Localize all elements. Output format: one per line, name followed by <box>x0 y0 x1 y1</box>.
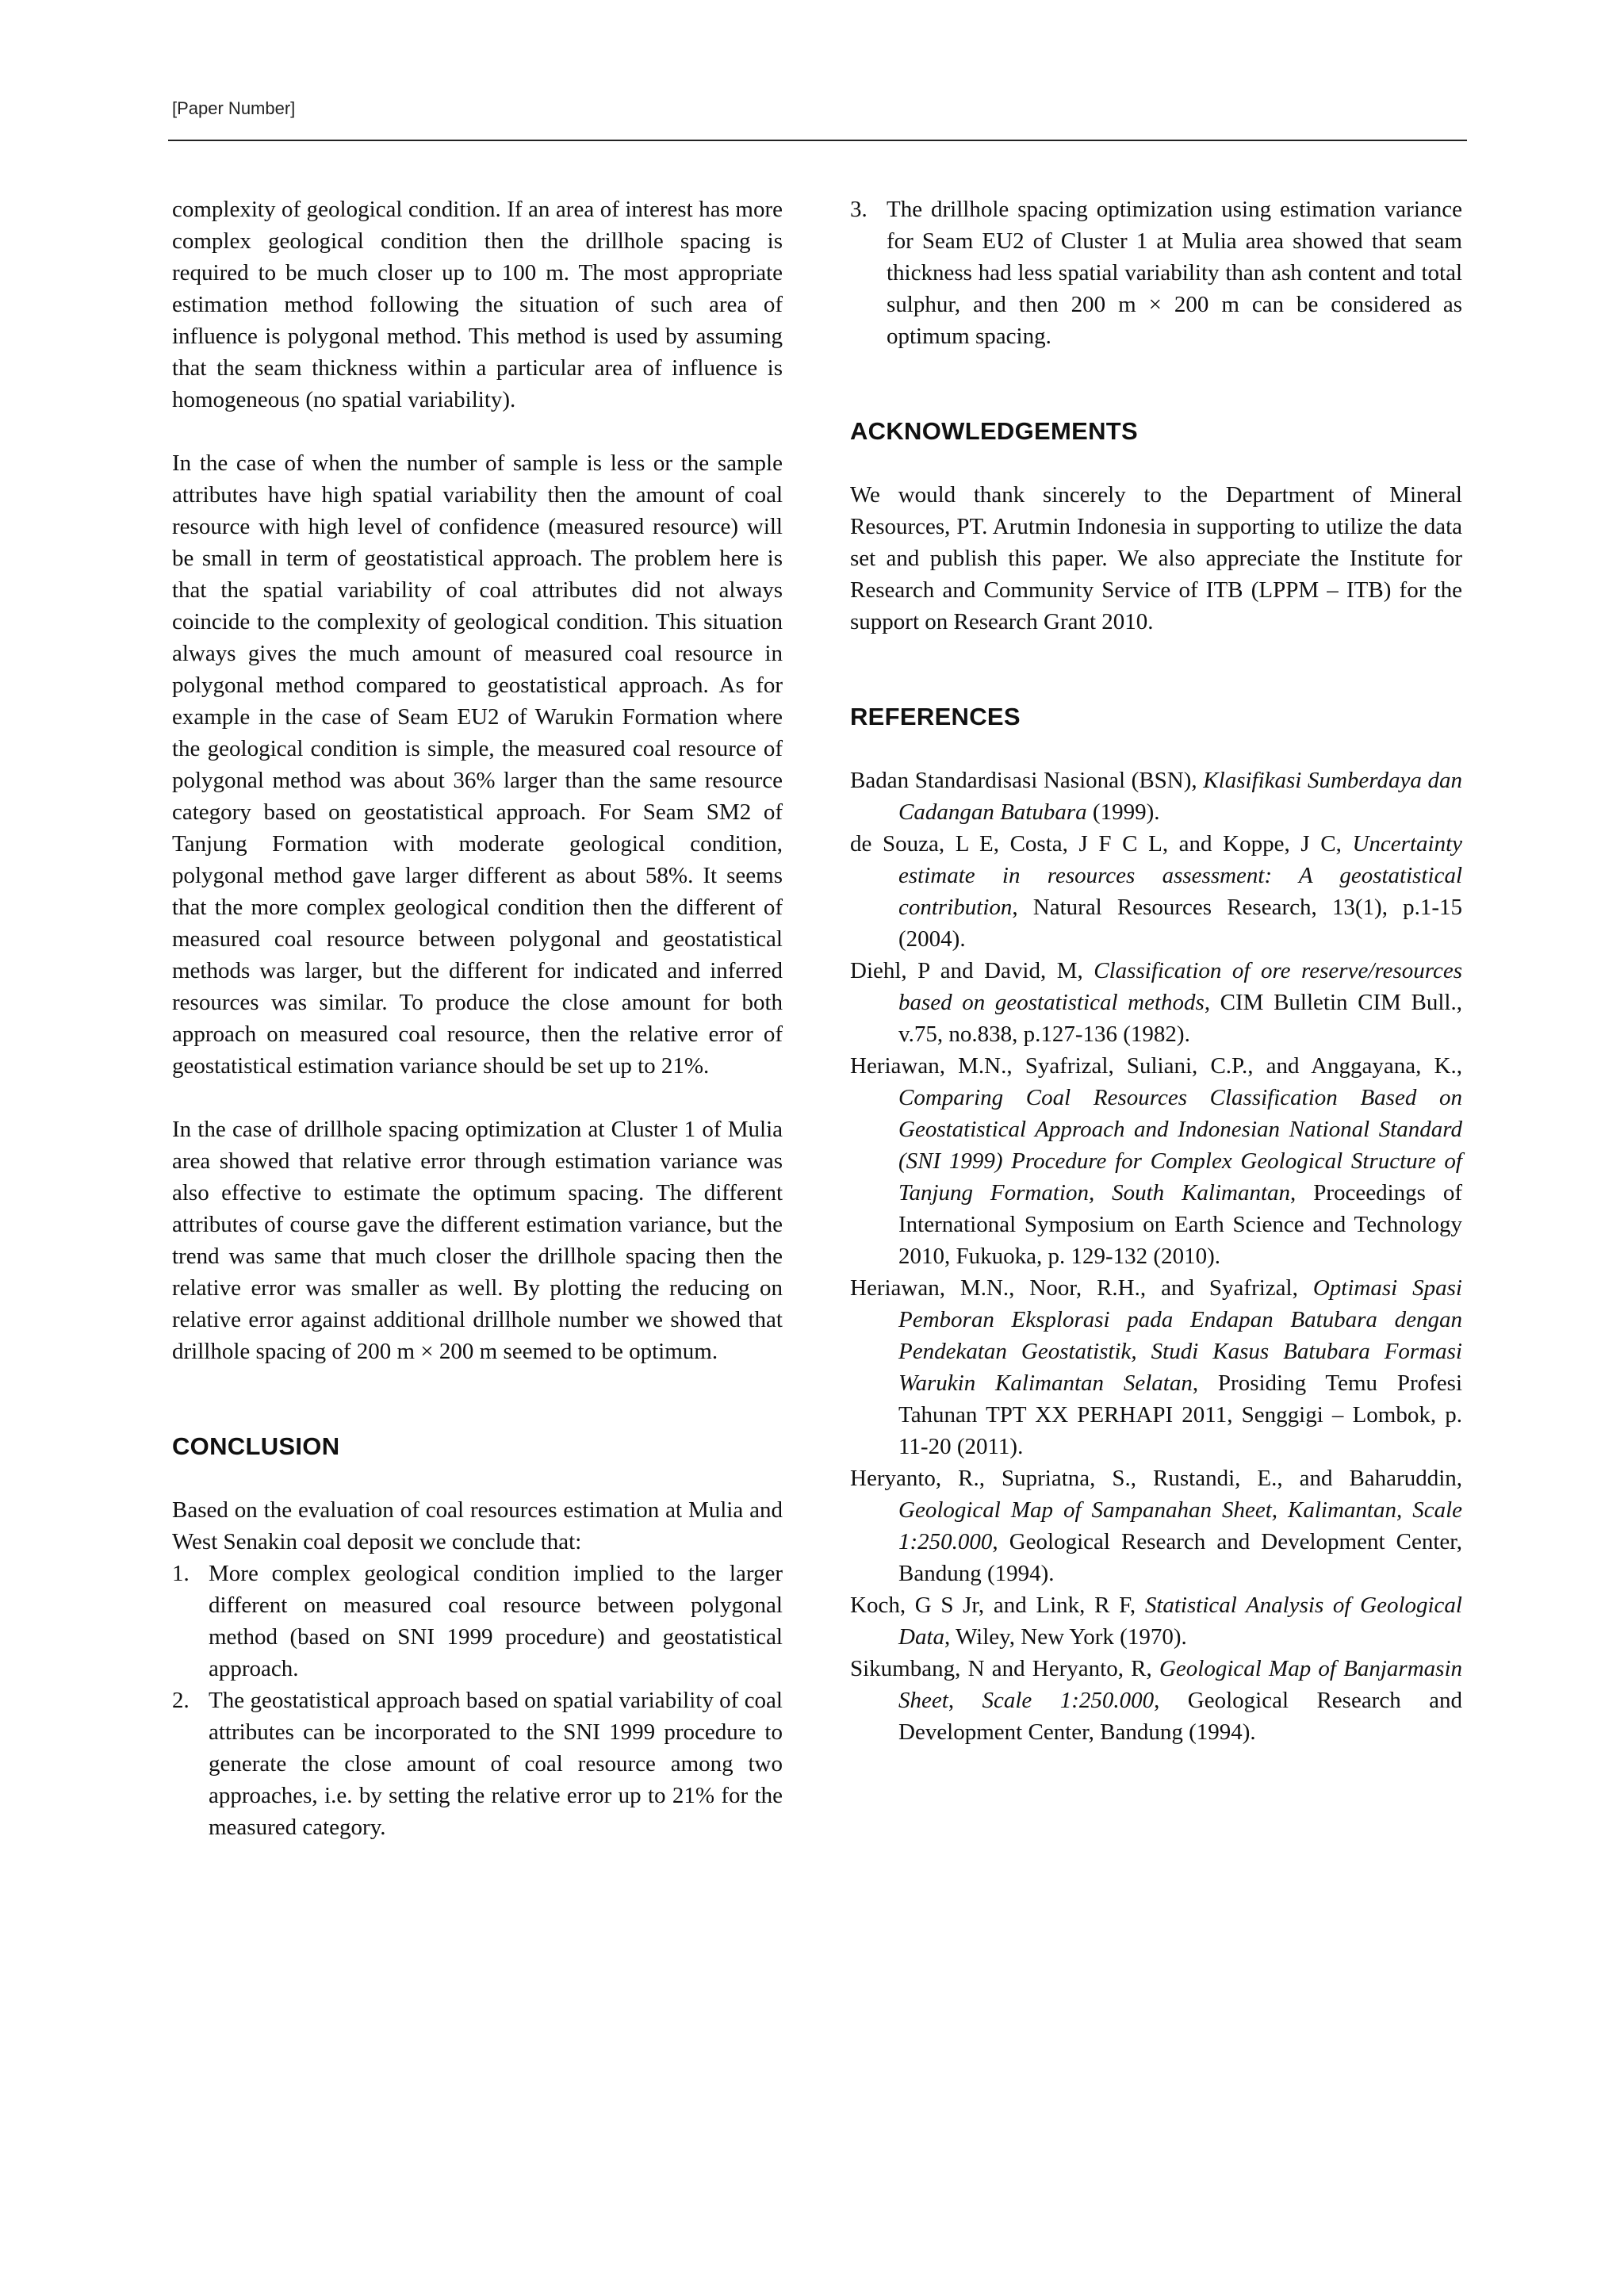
conclusion-item <box>850 194 1462 352</box>
ref-source: , Wiley, New York (1970). <box>944 1624 1187 1650</box>
ref-title: Optimasi Spasi Pemboran Eksplorasi pada Endapan Batubara dengan Pendekatan Geostatistik, Studi Kasus Batubara Formasi Warukin Kalimantan Selatan <box>898 1275 1462 1396</box>
ref-source: , Natural Resources Research, 13(1), p.1-15 (2004). <box>898 895 1462 952</box>
acknowledgements-heading: ACKNOWLEDGEMENTS <box>850 417 1139 445</box>
ref-title: Statistical Analysis of Geological Data <box>898 1593 1462 1650</box>
ref-source: , Prosiding Temu Profesi Tahunan TPT XX PERHAPI 2011, Senggigi – Lombok, p. 11-20 (2011). <box>898 1370 1463 1459</box>
ref-source: , CIM Bulletin CIM Bull., v.75, no.838, p.127-136 (1982). <box>898 990 1462 1047</box>
ref-source: (1999). <box>1086 799 1160 825</box>
reference-item <box>850 1462 1462 1589</box>
ref-source-tail: , Geological Research and Development Center, Bandung (1994). <box>898 1688 1463 1745</box>
item-number: 2. <box>172 1688 190 1713</box>
conclusion-item <box>172 1685 783 1843</box>
body-paragraph: In the case of drillhole spacing optimization at Cluster 1 of Mulia area showed that relative error through estimation variance was also effective to estimate the optimum spacing. The different attributes of course gave the different estimation variance, but the trend was same that much closer the drillhole spacing then the relative error was smaller as well. By plotting the reducing on relative error against additional drillhole number we showed that drillhole spacing of 200 m × 200 m seemed to be optimum. <box>172 1117 783 1364</box>
ref-title: Uncertainty estimate in resources assessment: A geostatistical contribution <box>898 831 1462 920</box>
ref-title: Geological Map of Banjarmasin Sheet <box>898 1656 1463 1713</box>
body-paragraph: In the case of when the number of sample is less or the sample attributes have high spatial variability then the amount of coal resource with high level of confidence (measured resource) will be small in term of geostatistical approach. The problem here is that the spatial variability of coal attributes did not always coincide to the complexity of geological condition. This situation always gives the much amount of measured coal resource in polygonal method compared to geostatistical approach. As for example in the case of Seam EU2 of Warukin Formation where the geological condition is simple, the measured coal resource of polygonal method was about 36% larger than the same resource category based on geostatistical approach. For Seam SM2 of Tanjung Formation with moderate geological condition, polygonal method gave larger different as about 58%. It seems that the more complex geological condition then the different of measured coal resource between polygonal and geostatistical methods was larger, but the different for indicated and inferred resources was similar. To produce the close amount for both approach on measured coal resource, then the relative error of geostatistical estimation variance should be set up to 21%. <box>172 450 783 1079</box>
header-rule <box>168 140 1467 141</box>
reference-list <box>850 765 1462 1748</box>
ref-authors: Sikumbang, N and Heryanto, R, <box>850 1656 1159 1681</box>
paper-number-header: [Paper Number] <box>172 98 296 118</box>
item-number: 3. <box>850 197 868 222</box>
ref-authors: Badan Standardisasi Nasional (BSN), <box>850 768 1204 793</box>
reference-item <box>850 1653 1462 1748</box>
ref-title: Comparing Coal Resources Classification Based on Geostatistical Approach and Indonesian National Standard (SNI 1999) Procedure for Complex Geological Structure of Tanjung Formation, South Kalimantan <box>898 1085 1462 1205</box>
ref-authors: de Souza, L E, Costa, J F C L, and Koppe, J C, <box>850 831 1353 857</box>
item-text: The geostatistical approach based on spatial variability of coal attributes can be incorporated to the SNI 1999 procedure to generate the close amount of coal resource among two approaches, i.e. by setting the relative error up to 21% for the measured category. <box>209 1688 783 1840</box>
ref-source: , <box>948 1688 982 1713</box>
conclusion-list <box>172 1558 783 1843</box>
acknowledgements-text: We would thank sincerely to the Department of Mineral Resources, PT. Arutmin Indonesia in supporting to utilize the data set and publish this paper. We also appreciate the Institute for Research and Community Service of ITB (LPPM – ITB) for the support on Research Grant 2010. <box>850 482 1462 634</box>
reference-item <box>850 1050 1462 1272</box>
conclusion-heading: CONCLUSION <box>172 1432 340 1460</box>
reference-item <box>850 1589 1462 1653</box>
reference-item <box>850 765 1462 828</box>
ref-source: , Geological Research and Development Center, Bandung (1994). <box>898 1529 1462 1586</box>
ref-authors: Heriawan, M.N., Noor, R.H., and Syafrizal, <box>850 1275 1313 1301</box>
item-text: The drillhole spacing optimization using estimation variance for Seam EU2 of Cluster 1 at Mulia area showed that seam thickness had less spatial variability than ash content and total sulphur, and then 200 m × 200 m can be considered as optimum spacing. <box>887 197 1462 349</box>
ref-title: Klasifikasi Sumberdaya dan Cadangan Batubara <box>898 768 1463 825</box>
reference-item <box>850 955 1462 1050</box>
ref-authors: Koch, G S Jr, and Link, R F, <box>850 1593 1145 1618</box>
right-column <box>850 194 1462 1748</box>
ref-title: Classification of ore reserve/resources based on geostatistical methods <box>898 958 1462 1015</box>
conclusion-item <box>172 1558 783 1685</box>
left-column <box>172 194 783 1843</box>
body-paragraph: complexity of geological condition. If an area of interest has more complex geological condition then the drillhole spacing is required to be much closer up to 100 m. The most appropriate estimation method following the situation of such area of influence is polygonal method. This method is used by assuming that the seam thickness within a particular area of influence is homogeneous (no spatial variability). <box>172 197 783 412</box>
ref-title: Geological Map of Sampanahan Sheet, Kalimantan, Scale 1:250.000 <box>898 1497 1462 1554</box>
ref-authors: Heriawan, M.N., Syafrizal, Suliani, C.P., and Anggayana, K., <box>850 1053 1462 1079</box>
conclusion-list-continued <box>850 194 1462 352</box>
reference-item <box>850 828 1462 955</box>
references-heading: REFERENCES <box>850 703 1021 730</box>
ref-authors: Heryanto, R., Supriatna, S., Rustandi, E., and Baharuddin, <box>850 1466 1462 1491</box>
ref-authors: Diehl, P and David, M, <box>850 958 1094 983</box>
item-number: 1. <box>172 1561 190 1586</box>
ref-source: , Proceedings of International Symposium on Earth Science and Technology 2010, Fukuoka, p. 129-132 (2010). <box>898 1180 1462 1269</box>
conclusion-intro: Based on the evaluation of coal resources estimation at Mulia and West Senakin coal deposit we conclude that: <box>172 1497 783 1554</box>
ref-title-scale: Scale 1:250.000 <box>982 1688 1155 1713</box>
reference-item <box>850 1272 1462 1462</box>
item-text: More complex geological condition implied to the larger different on measured coal resource between polygonal method (based on SNI 1999 procedure) and geostatistical approach. <box>209 1561 783 1681</box>
